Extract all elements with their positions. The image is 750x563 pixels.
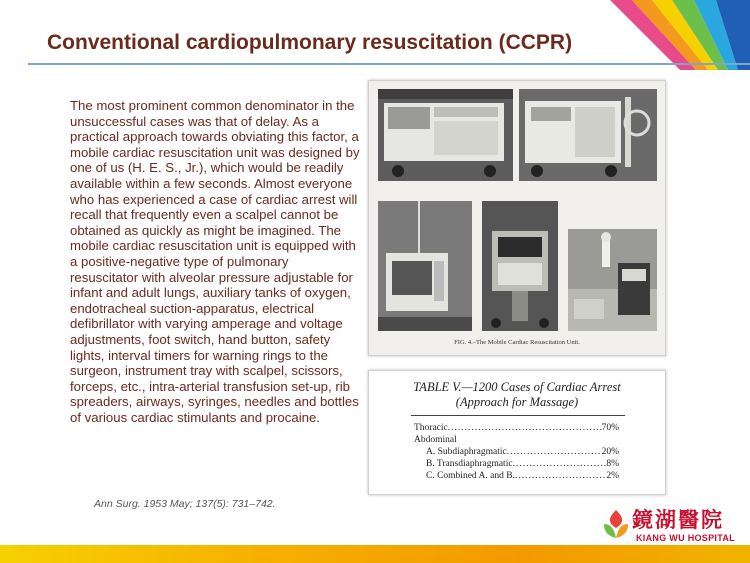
row-value: 20% (601, 447, 619, 457)
photo-unit-side (519, 89, 657, 181)
body-paragraph: The most prominent common denominator in the unsuccessful cases was that of delay. As a practical approach towards obviating this factor, a mobile cardiac resuscitation unit was designed by one of us (H. E. S., Jr.), which would be readily available within a few seconds. Almost everyone who has experienced a case of cardiac arrest will recall that frequently even a scalpel cannot be obtained as quickly as might be imagined. The mobile cardiac resuscitation unit is equipped with a positive-negative type of pulmonary resuscitator with alveolar pressure adjustable for infant and adult lungs, auxiliary tanks of oxygen, endotracheal suction-apparatus, electrical defibrillator with varying amperage and voltage adjustments, foot switch, hand button, safety lights, interval timers for warning rings to the surgeon, instrument tray with scalpel, scissors, forceps, etc., intra-arterial transfusion set-up, rib spreaders, airways, syringes, needles and bottles of various cardiac stimulants and procaine. (70, 98, 360, 425)
photo-unit-open (482, 201, 558, 331)
row-label: C. Combined A. and B. (426, 471, 515, 481)
hospital-name-english: KIANG WU HOSPITAL (636, 533, 735, 543)
slide-title: Conventional cardiopulmonary resuscitation (CCPR) (47, 31, 573, 54)
row-label: Thoracic (414, 423, 448, 433)
row-leader (448, 422, 602, 434)
hospital-emblem-icon (600, 508, 632, 544)
table-row (414, 422, 619, 434)
table-title-line1: TABLE V.—1200 Cases of Cardiac Arrest (413, 380, 621, 394)
row-label: B. Transdiaphragmatic (426, 459, 513, 469)
citation: Ann Surg. 1953 May; 137(5): 731–742. (94, 498, 276, 510)
row-value: 8% (606, 459, 619, 469)
figure-caption: FIG. 4.–The Mobile Cardiac Resuscitation Unit. (454, 339, 580, 346)
decorative-color-fan (610, 0, 750, 70)
table-row (414, 434, 619, 446)
table-row (426, 446, 619, 458)
row-leader (507, 446, 602, 458)
row-value: 2% (606, 471, 619, 481)
title-divider (28, 63, 750, 65)
table-panel (368, 370, 666, 495)
row-label: Abdominal (414, 435, 457, 445)
figure-photo-panel (368, 80, 666, 356)
table-row (426, 470, 619, 482)
table-title (369, 380, 665, 410)
table-top-rule (411, 415, 625, 416)
row-value: 70% (601, 423, 619, 433)
photo-unit-in-room (568, 229, 657, 331)
row-leader (515, 470, 606, 482)
table-title-line2: (Approach for Massage) (455, 395, 579, 409)
photo-unit-cabinet (378, 201, 472, 331)
hospital-logo (596, 504, 746, 548)
hospital-name-chinese: 鏡湖醫院 (632, 507, 724, 532)
row-leader (513, 458, 607, 470)
photo-unit-front (378, 89, 513, 181)
table-row (426, 458, 619, 470)
row-label: A. Subdiaphragmatic (426, 447, 507, 457)
